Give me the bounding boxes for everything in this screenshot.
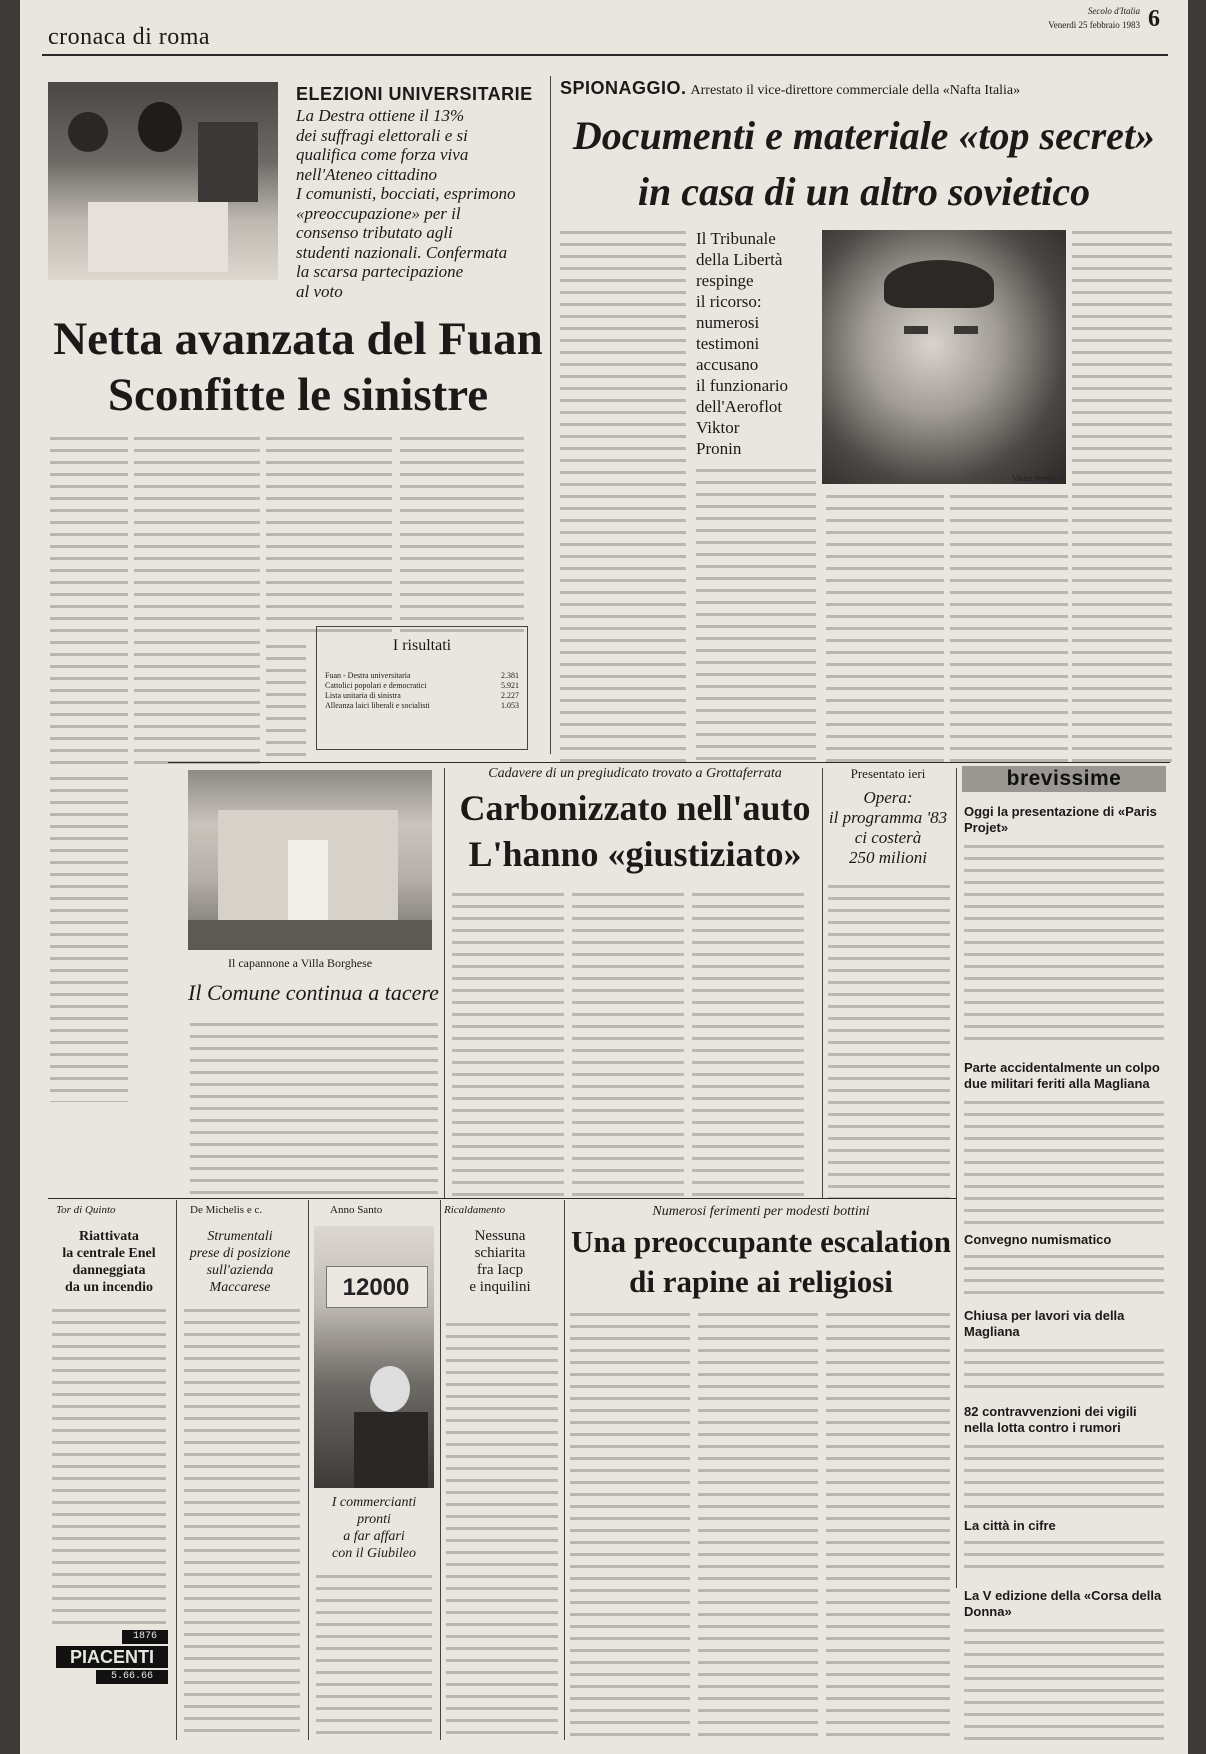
capannone-caption: Il capannone a Villa Borghese (228, 956, 373, 970)
summary-line: la scarsa partecipazione (296, 262, 464, 281)
spionaggio-kicker-line (560, 78, 1120, 99)
summary-line: nell'Ateneo cittadino (296, 164, 438, 184)
elezioni-summary (296, 106, 536, 301)
article-body (826, 1308, 950, 1740)
brief-body (964, 1440, 1164, 1512)
brief-body (964, 1250, 1164, 1298)
students-voting-photo (48, 82, 278, 280)
brief-body (964, 1536, 1164, 1576)
spionaggio-headline-2: in casa di un altro sovietico (637, 169, 1091, 214)
col4-kicker: Ricaldamento (444, 1204, 506, 1216)
rapine-headline-1: Una preoccupante escalation (570, 1224, 952, 1259)
summary-line: testimoni (696, 334, 760, 353)
article-body (1072, 226, 1172, 762)
summary-line: Pronin (696, 439, 742, 458)
article-body (696, 464, 816, 762)
article-body (316, 1570, 432, 1740)
brief-body (964, 840, 1164, 1040)
article-body (52, 1304, 166, 1624)
masthead-name: Secolo d'Italia (1087, 6, 1140, 16)
brief-body (964, 1344, 1164, 1392)
column-divider (550, 76, 551, 754)
column-divider (444, 768, 445, 1198)
results-row: Alleanza laici liberali e socialisti 1.053 (325, 701, 519, 710)
giubileo-photo (314, 1226, 434, 1488)
article-body (692, 888, 804, 1198)
column-divider (176, 1200, 177, 1740)
col1-kicker: Tor di Quinto (56, 1204, 116, 1216)
summary-line: Viktor (696, 418, 740, 437)
piacenti-ad (56, 1630, 168, 1734)
rapine-headline-2: di rapine ai religiosi (629, 1264, 893, 1299)
section-rule (48, 1198, 956, 1199)
viktor-pronin-photo (822, 230, 1066, 484)
summary-line: respinge (696, 271, 754, 290)
summary-line: «preoccupazione» per il (296, 203, 461, 223)
summary-line: al voto (296, 281, 343, 301)
brief-title: Convegno numismatico (964, 1232, 1112, 1247)
results-row: Cattolici popolari e democratici 5.921 (325, 681, 519, 690)
col3-kicker: Anno Santo (330, 1204, 383, 1216)
ad-year: 1876 (122, 1630, 168, 1644)
article-body (184, 1304, 300, 1740)
brief-title: Chiusa per lavori via della Magliana (964, 1308, 1125, 1339)
brief-title: Oggi la presentazione di «Paris Projet» (964, 804, 1157, 835)
page-number: 6 (1148, 6, 1160, 32)
column-divider (308, 1200, 309, 1740)
pronin-caption: Viktor Pronin (1012, 474, 1056, 483)
col3-headline: I commercianti pronti a far affari con il Giubileo (331, 1495, 417, 1561)
summary-line: qualifica come forza viva (296, 145, 469, 164)
summary-line: numerosi (696, 313, 760, 332)
elezioni-headline-1: Netta avanzata del Fuan (53, 313, 543, 365)
col1-headline: Riattivata la centrale Enel danneggiata da un incendio (62, 1229, 156, 1295)
article-body (266, 640, 306, 760)
ad-phone: 5.66.66 (96, 1670, 168, 1684)
brief-title: La V edizione della «Corsa della Donna» (964, 1588, 1162, 1619)
article-body (266, 432, 392, 632)
brief-body (964, 1624, 1164, 1744)
summary-line: il funzionario (696, 376, 789, 395)
brief-title: Parte accidentalmente un colpo due militari feriti alla Magliana (964, 1060, 1160, 1091)
grottaferrata-kicker: Cadavere di un pregiudicato trovato a Grottaferrata (488, 766, 782, 781)
section-title: cronaca di roma (48, 24, 211, 50)
section-rule (168, 762, 1170, 763)
brief-body (964, 1096, 1164, 1224)
article-body (950, 490, 1068, 762)
brevissime-banner (962, 766, 1166, 792)
col2-headline: Strumentali prese di posizione sull'azienda Maccarese (189, 1229, 291, 1295)
col2-kicker: De Michelis e c. (190, 1204, 263, 1216)
spionaggio-headline-1: Documenti e materiale «top secret» (572, 113, 1156, 158)
column-divider (822, 768, 823, 1198)
article-body (452, 888, 564, 1198)
article-body (828, 880, 950, 1198)
spionaggio-kicker: SPIONAGGIO. (560, 78, 687, 98)
header-rule (42, 54, 1168, 56)
column-divider (956, 768, 957, 1588)
summary-line: La Destra ottiene il 13% (296, 106, 465, 125)
summary-line: consenso tributato agli (296, 223, 453, 242)
article-body (826, 490, 944, 762)
spionaggio-summary (696, 228, 816, 459)
newspaper-page (20, 0, 1188, 1754)
column-divider (564, 1200, 565, 1740)
results-row: Fuan - Destra universitaria 2.381 (325, 671, 519, 680)
opera-headline: Opera: il programma '83 ci costerà 250 milioni (828, 788, 948, 867)
summary-line: il ricorso: (696, 292, 762, 311)
opera-kicker: Presentato ieri (850, 766, 926, 781)
brief-title: La città in cifre (964, 1518, 1056, 1533)
article-body (572, 888, 684, 1198)
summary-line: I comunisti, bocciati, esprimono (296, 184, 516, 203)
capannone-photo (188, 770, 432, 950)
rapine-kicker: Numerosi ferimenti per modesti bottini (652, 1204, 870, 1219)
article-body (50, 432, 128, 770)
article-body (134, 432, 260, 770)
article-body (446, 1318, 558, 1738)
issue-date: Venerdì 25 febbraio 1983 (1048, 20, 1140, 30)
results-table (325, 671, 519, 711)
article-body (50, 772, 128, 1102)
results-box (316, 626, 528, 750)
article-body (400, 432, 524, 632)
col4-headline: Nessuna schiarita fra Iacp e inquilini (469, 1228, 531, 1295)
ad-brand: PIACENTI (56, 1646, 168, 1668)
summary-line: dei suffragi elettorali e si (296, 125, 468, 145)
grottaferrata-headline-2: L'hanno «giustiziato» (468, 834, 802, 874)
summary-line: dell'Aeroflot (696, 397, 783, 416)
grottaferrata-headline-1: Carbonizzato nell'auto (459, 788, 811, 828)
shop-sign-price: 12000 (342, 1274, 410, 1301)
spionaggio-kicker-tail: Arrestato il vice-direttore commerciale della «Nafta Italia» (690, 83, 1021, 98)
results-title: I risultati (392, 637, 452, 654)
article-body (190, 1018, 438, 1198)
article-body (698, 1308, 818, 1740)
column-divider (440, 1200, 441, 1740)
summary-line: studenti nazionali. Confermata (296, 242, 508, 262)
article-body (560, 226, 686, 762)
brevissime-title: brevissime (1006, 767, 1122, 790)
summary-line: della Libertà (696, 250, 783, 269)
villa-borghese-headline: Il Comune continua a tacere (188, 980, 439, 1005)
summary-line: Il Tribunale (696, 229, 776, 248)
elezioni-headline-2: Sconfitte le sinistre (107, 369, 489, 421)
summary-line: accusano (696, 355, 759, 374)
article-body (570, 1308, 690, 1740)
elezioni-kicker: ELEZIONI UNIVERSITARIE (296, 84, 533, 104)
brief-title: 82 contravvenzioni dei vigili nella lotta contro i rumori (964, 1404, 1137, 1435)
results-row: Lista unitaria di sinistra 2.227 (325, 691, 519, 700)
